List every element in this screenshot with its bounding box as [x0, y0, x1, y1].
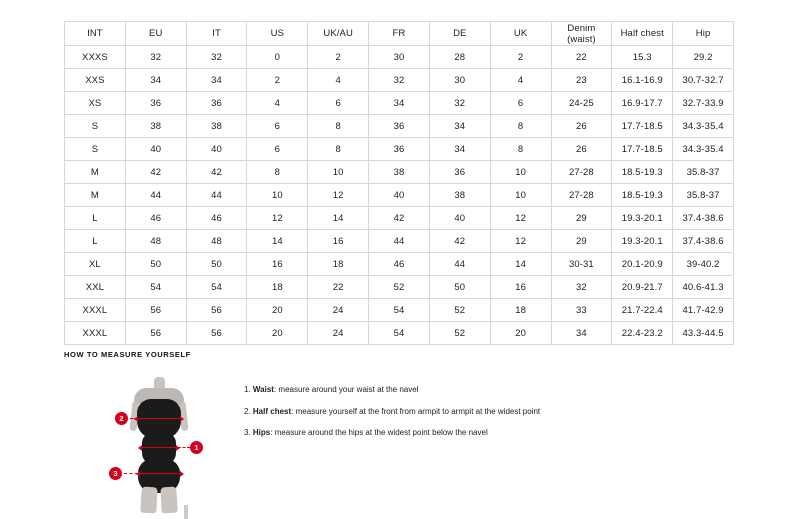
column-header-fr: FR [369, 22, 430, 46]
table-row [65, 184, 734, 207]
measure-instructions-list [244, 373, 764, 450]
cell-it: 38 [186, 115, 247, 138]
cell-eu: 34 [125, 69, 186, 92]
marker-3: 3 [109, 467, 122, 480]
cell-half-chest: 18.5-19.3 [612, 184, 673, 207]
cell-half-chest: 19.3-20.1 [612, 207, 673, 230]
column-header-hip: Hip [673, 22, 734, 46]
cell-eu: 48 [125, 230, 186, 253]
marker-1-leader-line [178, 447, 190, 448]
cell-int: XXXS [65, 46, 126, 69]
cell-eu: 40 [125, 138, 186, 161]
cell-uk: 16 [490, 276, 551, 299]
cell-hip: 34.3-35.4 [673, 115, 734, 138]
cell-int: XL [65, 253, 126, 276]
cell-int: XXXL [65, 299, 126, 322]
cell-eu: 44 [125, 184, 186, 207]
cell-denim-waist: 29 [551, 207, 612, 230]
cell-half-chest: 15.3 [612, 46, 673, 69]
cell-us: 18 [247, 276, 308, 299]
cell-uk-au: 2 [308, 46, 369, 69]
instruction-text-half-chest: : measure yourself at the front from armpit to armpit at the widest point [291, 406, 541, 416]
cell-half-chest: 16.1-16.9 [612, 69, 673, 92]
cell-eu: 50 [125, 253, 186, 276]
cell-uk-au: 16 [308, 230, 369, 253]
cell-denim-waist: 27-28 [551, 161, 612, 184]
cell-int: M [65, 184, 126, 207]
cell-fr: 36 [369, 115, 430, 138]
cell-uk: 4 [490, 69, 551, 92]
cell-us: 20 [247, 322, 308, 345]
cell-it: 42 [186, 161, 247, 184]
cell-denim-waist: 27-28 [551, 184, 612, 207]
cell-uk-au: 12 [308, 184, 369, 207]
cell-de: 50 [429, 276, 490, 299]
marker-1: 1 [190, 441, 203, 454]
cell-hip: 39-40.2 [673, 253, 734, 276]
cell-uk: 6 [490, 92, 551, 115]
cell-uk-au: 10 [308, 161, 369, 184]
instruction-term-waist: Waist [252, 385, 274, 394]
cell-hip: 43.3-44.5 [673, 322, 734, 345]
cell-uk: 20 [490, 322, 551, 345]
cell-eu: 38 [125, 115, 186, 138]
cell-eu: 32 [125, 46, 186, 69]
cell-us: 10 [247, 184, 308, 207]
column-header-it: IT [186, 22, 247, 46]
cell-fr: 34 [369, 92, 430, 115]
column-header-us: US [247, 22, 308, 46]
cell-uk-au: 22 [308, 276, 369, 299]
hips-measure-arrow [140, 473, 180, 474]
table-row [65, 299, 734, 322]
cell-hip: 35.8-37 [673, 161, 734, 184]
cell-fr: 36 [369, 138, 430, 161]
cell-de: 36 [429, 161, 490, 184]
size-chart-table [64, 21, 734, 345]
cell-us: 6 [247, 138, 308, 161]
cell-fr: 38 [369, 161, 430, 184]
cell-hip: 35.8-37 [673, 184, 734, 207]
column-header-denim-waist: Denim (waist) [551, 22, 612, 46]
table-row [65, 92, 734, 115]
table-row [65, 138, 734, 161]
column-header-uk: UK [490, 22, 551, 46]
cell-eu: 54 [125, 276, 186, 299]
marker-2: 2 [115, 412, 128, 425]
cell-half-chest: 20.1-20.9 [612, 253, 673, 276]
cell-uk-au: 6 [308, 92, 369, 115]
cell-denim-waist: 26 [551, 115, 612, 138]
cell-denim-waist: 23 [551, 69, 612, 92]
cell-denim-waist: 33 [551, 299, 612, 322]
how-to-measure-title: HOW TO MEASURE YOURSELF [64, 350, 191, 359]
cell-fr: 32 [369, 69, 430, 92]
mannequin-diagram [104, 373, 224, 518]
cell-half-chest: 17.7-18.5 [612, 115, 673, 138]
cell-us: 2 [247, 69, 308, 92]
marker-2-leader-line [130, 418, 140, 419]
cell-hip: 29.2 [673, 46, 734, 69]
instruction-term-hips: Hips [252, 428, 271, 438]
cell-us: 0 [247, 46, 308, 69]
cell-uk-au: 18 [308, 253, 369, 276]
cell-uk: 8 [490, 115, 551, 138]
cell-eu: 42 [125, 161, 186, 184]
instruction-number-3: 3. [244, 428, 251, 438]
cell-hip: 37.4-38.6 [673, 207, 734, 230]
cell-uk: 8 [490, 138, 551, 161]
cell-it: 32 [186, 46, 247, 69]
cell-fr: 44 [369, 230, 430, 253]
cell-uk: 10 [490, 184, 551, 207]
cell-int: L [65, 207, 126, 230]
table-row [65, 69, 734, 92]
cell-de: 28 [429, 46, 490, 69]
cell-int: XXS [65, 69, 126, 92]
cell-de: 32 [429, 92, 490, 115]
column-header-de: DE [429, 22, 490, 46]
cell-it: 54 [186, 276, 247, 299]
cell-half-chest: 20.9-21.7 [612, 276, 673, 299]
cell-it: 48 [186, 230, 247, 253]
cell-uk: 14 [490, 253, 551, 276]
cell-int: M [65, 161, 126, 184]
instruction-text-hips: : measure around the hips at the widest point below the navel [270, 428, 488, 438]
cell-de: 40 [429, 207, 490, 230]
cell-fr: 46 [369, 253, 430, 276]
cell-de: 38 [429, 184, 490, 207]
cell-int: L [65, 230, 126, 253]
waist-measure-arrow [142, 447, 176, 448]
cell-uk: 10 [490, 161, 551, 184]
instruction-term-half-chest: Half chest [252, 406, 292, 416]
cell-us: 20 [247, 299, 308, 322]
cell-int: XXL [65, 276, 126, 299]
cell-int: XXXL [65, 322, 126, 345]
column-header-int: INT [65, 22, 126, 46]
cell-uk-au: 4 [308, 69, 369, 92]
cell-uk: 12 [490, 207, 551, 230]
cell-de: 42 [429, 230, 490, 253]
measure-instruction-waist [244, 385, 764, 395]
cell-int: XS [65, 92, 126, 115]
cell-uk-au: 24 [308, 322, 369, 345]
cell-de: 30 [429, 69, 490, 92]
cell-de: 34 [429, 138, 490, 161]
table-row [65, 230, 734, 253]
cell-us: 14 [247, 230, 308, 253]
cell-fr: 42 [369, 207, 430, 230]
cell-int: S [65, 115, 126, 138]
cell-it: 44 [186, 184, 247, 207]
instruction-text-waist: : measure around your waist at the navel [273, 385, 419, 394]
cell-it: 46 [186, 207, 247, 230]
measure-instruction-half-chest [244, 407, 764, 417]
cell-half-chest: 19.3-20.1 [612, 230, 673, 253]
marker-3-leader-line [124, 473, 138, 474]
cell-half-chest: 21.7-22.4 [612, 299, 673, 322]
cell-uk: 18 [490, 299, 551, 322]
table-row [65, 276, 734, 299]
cell-denim-waist: 30-31 [551, 253, 612, 276]
table-row [65, 253, 734, 276]
instruction-number-2: 2. [244, 406, 251, 416]
cell-hip: 32.7-33.9 [673, 92, 734, 115]
cell-de: 34 [429, 115, 490, 138]
half-chest-measure-arrow [138, 418, 180, 419]
cell-us: 4 [247, 92, 308, 115]
cell-half-chest: 16.9-17.7 [612, 92, 673, 115]
cell-fr: 30 [369, 46, 430, 69]
cell-denim-waist: 29 [551, 230, 612, 253]
cell-int: S [65, 138, 126, 161]
cell-fr: 52 [369, 276, 430, 299]
how-to-measure-section [64, 350, 764, 518]
table-row [65, 115, 734, 138]
cell-uk-au: 24 [308, 299, 369, 322]
cell-denim-waist: 26 [551, 138, 612, 161]
cell-it: 40 [186, 138, 247, 161]
cell-half-chest: 17.7-18.5 [612, 138, 673, 161]
cell-uk-au: 8 [308, 138, 369, 161]
cell-us: 8 [247, 161, 308, 184]
cell-de: 52 [429, 322, 490, 345]
instruction-number-1: 1. [244, 385, 251, 394]
cell-fr: 54 [369, 322, 430, 345]
cell-denim-waist: 32 [551, 276, 612, 299]
mannequin-stand [184, 505, 188, 519]
mannequin-leg-left [140, 487, 157, 514]
table-row [65, 322, 734, 345]
cell-it: 34 [186, 69, 247, 92]
cell-hip: 34.3-35.4 [673, 138, 734, 161]
table-body [65, 46, 734, 345]
cell-hip: 41.7-42.9 [673, 299, 734, 322]
cell-denim-waist: 24-25 [551, 92, 612, 115]
cell-hip: 40.6-41.3 [673, 276, 734, 299]
cell-uk: 2 [490, 46, 551, 69]
cell-denim-waist: 34 [551, 322, 612, 345]
table-row [65, 46, 734, 69]
cell-eu: 56 [125, 299, 186, 322]
table-row [65, 161, 734, 184]
cell-uk: 12 [490, 230, 551, 253]
cell-de: 52 [429, 299, 490, 322]
cell-us: 6 [247, 115, 308, 138]
cell-eu: 46 [125, 207, 186, 230]
cell-fr: 40 [369, 184, 430, 207]
cell-it: 50 [186, 253, 247, 276]
cell-half-chest: 22.4-23.2 [612, 322, 673, 345]
cell-uk-au: 8 [308, 115, 369, 138]
cell-fr: 54 [369, 299, 430, 322]
cell-it: 36 [186, 92, 247, 115]
cell-half-chest: 18.5-19.3 [612, 161, 673, 184]
column-header-half-chest: Half chest [612, 22, 673, 46]
cell-uk-au: 14 [308, 207, 369, 230]
cell-it: 56 [186, 322, 247, 345]
table-header-row [65, 22, 734, 46]
cell-de: 44 [429, 253, 490, 276]
cell-eu: 36 [125, 92, 186, 115]
table-row [65, 207, 734, 230]
cell-hip: 30.7-32.7 [673, 69, 734, 92]
table-header [65, 22, 734, 46]
cell-denim-waist: 22 [551, 46, 612, 69]
cell-us: 16 [247, 253, 308, 276]
cell-hip: 37.4-38.6 [673, 230, 734, 253]
how-to-measure-body [64, 373, 764, 518]
column-header-eu: EU [125, 22, 186, 46]
column-header-uk-au: UK/AU [308, 22, 369, 46]
size-chart-table-container [64, 21, 734, 345]
cell-eu: 56 [125, 322, 186, 345]
cell-it: 56 [186, 299, 247, 322]
mannequin-leg-right [160, 487, 177, 514]
measure-instruction-hips [244, 428, 764, 438]
cell-us: 12 [247, 207, 308, 230]
